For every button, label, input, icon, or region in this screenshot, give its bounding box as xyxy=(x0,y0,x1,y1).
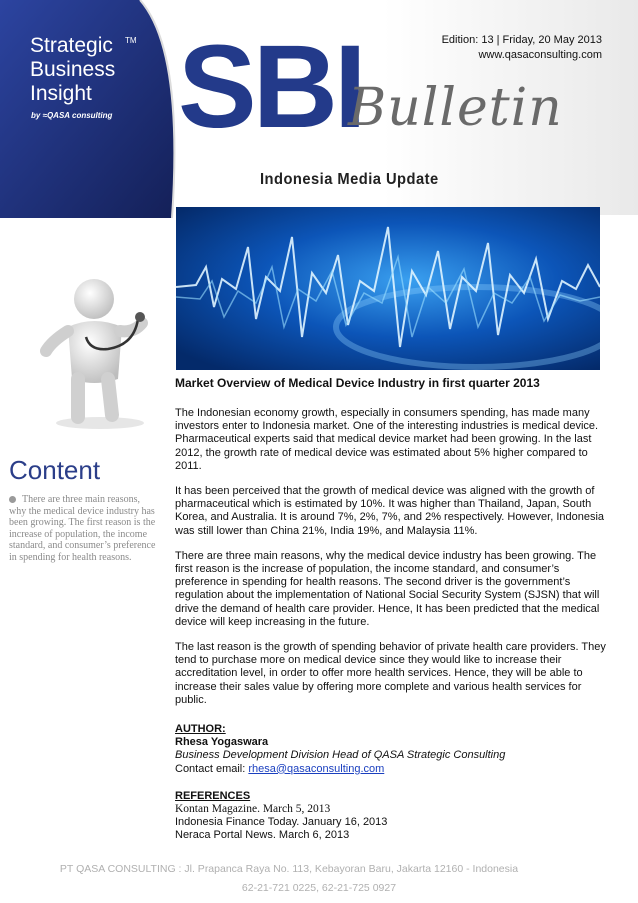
contact-email-link[interactable]: rhesa@qasaconsulting.com xyxy=(248,762,385,775)
sidebar-summary xyxy=(9,494,159,563)
contact-label: Contact email: xyxy=(175,762,249,775)
article xyxy=(175,376,611,843)
author-heading: AUTHOR: xyxy=(175,723,226,736)
article-paragraph: There are three main reasons, why the medical device industry has been growing. The first reason is the increase of population, the income standard, and consumer’s preference in spending for health reasons. The second driver is the government’s regulation about the implementation of National Social Security System (SJSN) that will drive the demand of health care provider. Hence, It has been predicted that the medical device will keep increasing in the future. xyxy=(175,549,600,628)
reference-item: Indonesia Finance Today. January 16, 2013 xyxy=(175,816,388,829)
footer-phone: 62-21-721 0225, 62-21-725 0927 xyxy=(241,882,397,894)
article-paragraph: The Indonesian economy growth, especially in consumers spending, has made many investors enter to Indonesia market. One of the interesting industries is medical device. Pharmaceutical experts said that medical device market had been growing. In the last 2012, the growth rate of medical device was estimated about 5% higher compared to 2011. xyxy=(175,407,599,472)
brand-name-line-3: Insight xyxy=(30,82,92,105)
brand-byline: by ≈QASA consulting xyxy=(31,111,113,120)
footer-address: PT QASA CONSULTING : Jl. Prapanca Raya No. 113, Kebayoran Baru, Jakarta 12160 - Indonesia xyxy=(59,863,519,875)
article-title: Market Overview of Medical Device Industry in first quarter 2013 xyxy=(175,376,540,390)
article-paragraph: The last reason is the growth of spending behavior of private health care providers. They tend to purchase more on medical device since they would like to increase their accreditation level, in order to offer more health services. Hence, they will be able to increase their sales value by offering more complete and various health services for public. xyxy=(175,641,606,706)
heartbeat-waveform-image xyxy=(176,207,600,370)
masthead-title: SBI xyxy=(178,21,363,153)
masthead-script-title: Bulletin xyxy=(348,78,563,138)
brand-name-line-2: Business xyxy=(30,58,116,81)
sidebar-heading: Content xyxy=(9,455,101,485)
footer xyxy=(0,860,638,898)
trademark-mark: TM xyxy=(125,36,137,45)
reference-item: Kontan Magazine. March 5, 2013 xyxy=(175,803,331,816)
article-paragraph: It has been perceived that the growth of medical device was aligned with the growth of pharmaceutical which is estimated by 10%. It was higher than Thailand, Japan, South Korea, and Australia. It is around 7%, 2%, 7%, and 2% respectively. However, Indonesia was still lower than China 21%, India 19%, and Malaysia 11%. xyxy=(175,485,605,537)
masthead-subtitle: Indonesia Media Update xyxy=(260,171,439,188)
author-block xyxy=(175,723,611,776)
reference-item: Neraca Portal News. March 6, 2013 xyxy=(175,829,350,842)
website-link[interactable]: www.qasaconsulting.com xyxy=(478,49,602,61)
doctor-figure-illustration xyxy=(38,275,153,430)
author-name: Rhesa Yogaswara xyxy=(175,736,269,749)
references-block xyxy=(175,790,611,843)
brand-panel xyxy=(0,0,200,220)
references-heading: REFERENCES xyxy=(175,789,251,802)
bullet-dot-icon xyxy=(9,496,16,503)
contact-line xyxy=(175,763,611,776)
brand-name-line-1: Strategic xyxy=(30,34,113,57)
edition-info xyxy=(442,33,602,63)
edition-date: Edition: 13 | Friday, 20 May 2013 xyxy=(441,34,602,46)
author-role: Business Development Division Head of QASA Strategic Consulting xyxy=(175,749,506,762)
sidebar-summary-text: There are three main reasons, why the medical device industry has been growing. The first reason is the increase of population, the income standard, and consumer’s preference in spending for health reasons. xyxy=(9,494,156,563)
